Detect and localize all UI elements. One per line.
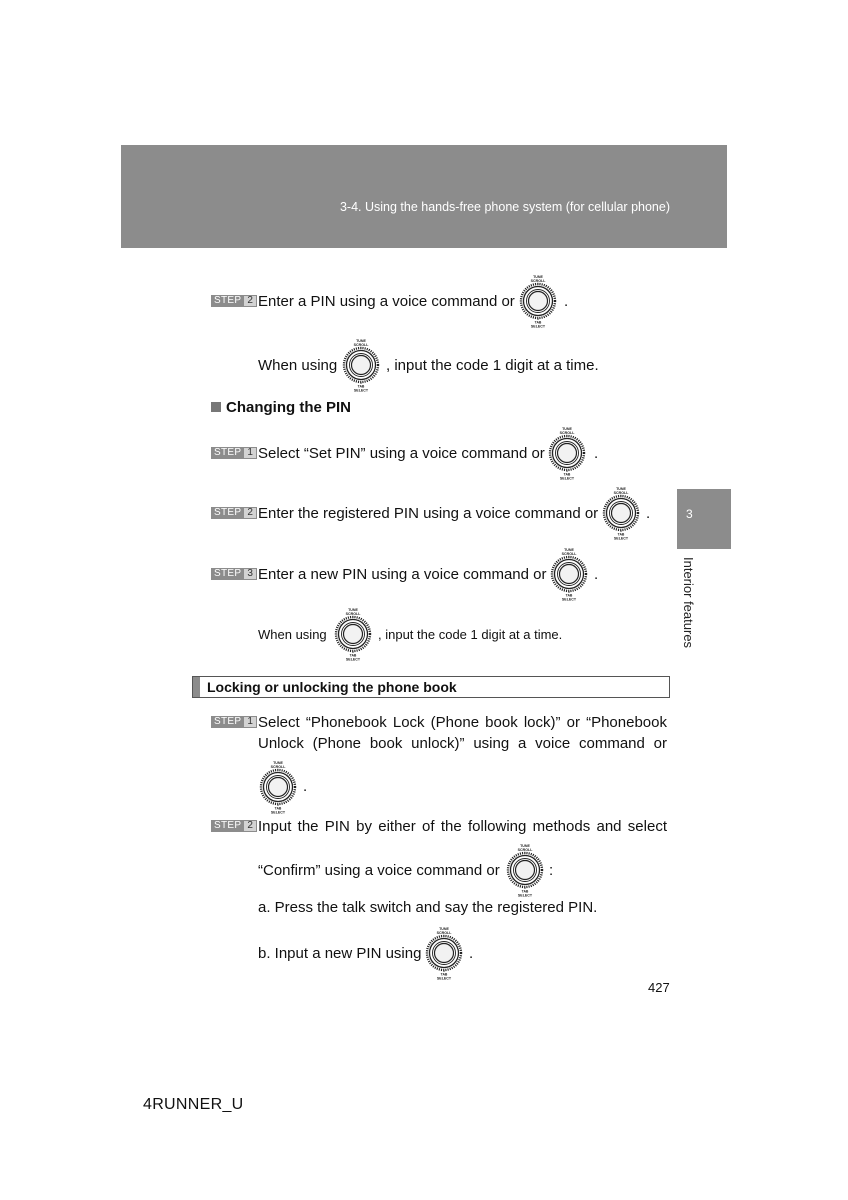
knob-label-tab: TAB: [534, 320, 542, 325]
section-heading-locking: [192, 676, 670, 698]
tune-scroll-knob-icon: [424, 926, 464, 980]
note-text-after: , input the code 1 digit at a time.: [386, 357, 599, 374]
step-number: 2: [244, 507, 257, 519]
tune-scroll-knob-icon: [601, 486, 641, 540]
step-text-line: Unlock (Phone book unlock)” using a voice command or: [258, 735, 667, 752]
step-badge: [211, 295, 257, 307]
page-number: 427: [648, 980, 670, 995]
step-badge: [211, 447, 257, 459]
step-end-punct: .: [594, 445, 599, 462]
note-text-before: When using: [258, 357, 338, 374]
knob-label-select: SELECT: [270, 810, 286, 814]
knob-label-tab: TAB: [349, 653, 357, 658]
knob-label-tab: TAB: [357, 384, 365, 389]
knob-label-tab: TAB: [617, 532, 625, 537]
knob-label-scroll: SCROLL: [353, 343, 369, 347]
knob-label-scroll: SCROLL: [559, 431, 575, 435]
knob-label-scroll: SCROLL: [530, 279, 546, 283]
chapter-header-band: [121, 145, 727, 248]
knob-label-tune: TUNE: [348, 608, 358, 612]
knob-label-select: SELECT: [345, 657, 361, 661]
step-end-punct: .: [646, 505, 651, 522]
section-heading-bar: [193, 677, 200, 697]
step-end-punct: .: [564, 293, 569, 310]
tune-scroll-knob-icon: [549, 547, 589, 601]
model-code: 4RUNNER_U: [143, 1096, 244, 1113]
step-word: STEP: [211, 507, 244, 519]
knob-label-select: SELECT: [517, 893, 533, 897]
square-bullet-icon: [211, 402, 221, 412]
step-badge: [211, 716, 257, 728]
note-text-after: , input the code 1 digit at a time.: [378, 627, 563, 642]
step-badge: [211, 568, 257, 580]
tune-scroll-knob-icon: [547, 426, 587, 480]
tune-scroll-knob-icon: [333, 607, 373, 661]
option-b-text: b. Input a new PIN using: [258, 945, 422, 962]
option-a-text: a. Press the talk switch and say the registered PIN.: [258, 899, 598, 916]
step-word: STEP: [211, 716, 244, 728]
step-badge: [211, 507, 257, 519]
section-heading-text: Locking or unlocking the phone book: [207, 679, 457, 695]
knob-label-scroll: SCROLL: [345, 612, 361, 616]
step-word: STEP: [211, 568, 244, 580]
knob-label-tab: TAB: [565, 593, 573, 598]
sub-heading-changing-pin: [211, 399, 351, 416]
knob-label-select: SELECT: [353, 388, 369, 392]
step-end-punct: :: [549, 862, 554, 879]
note-text-before: When using: [258, 627, 327, 642]
knob-label-tune: TUNE: [562, 427, 572, 431]
step-number: 3: [244, 568, 257, 580]
knob-label-tune: TUNE: [616, 487, 626, 491]
knob-label-tune: TUNE: [564, 548, 574, 552]
tune-scroll-knob-icon: [518, 274, 558, 328]
knob-label-tab: TAB: [521, 889, 529, 894]
knob-label-scroll: SCROLL: [561, 552, 577, 556]
knob-label-tune: TUNE: [533, 275, 543, 279]
chapter-side-label: Interior features: [681, 557, 696, 649]
knob-label-scroll: SCROLL: [270, 765, 286, 769]
step-number: 1: [244, 447, 257, 459]
tune-scroll-knob-icon: [341, 338, 381, 392]
knob-label-scroll: SCROLL: [436, 931, 452, 935]
knob-label-tune: TUNE: [439, 927, 449, 931]
option-b-end: .: [469, 945, 474, 962]
knob-label-select: SELECT: [561, 597, 577, 601]
knob-label-tab: TAB: [563, 472, 571, 477]
chapter-header-title: 3-4. Using the hands-free phone system (for cellular phone): [339, 200, 670, 214]
knob-label-select: SELECT: [530, 324, 546, 328]
step-word: STEP: [211, 820, 244, 832]
step-text: Select “Set PIN” using a voice command or: [258, 445, 545, 462]
step-number: 2: [244, 295, 257, 307]
chapter-number: 3: [686, 507, 693, 521]
knob-label-select: SELECT: [559, 476, 575, 480]
step-number: 2: [244, 820, 257, 832]
knob-label-tab: TAB: [440, 972, 448, 977]
knob-label-tab: TAB: [274, 806, 282, 811]
tune-scroll-knob-icon: [505, 843, 545, 897]
sub-heading-text: Changing the PIN: [226, 399, 351, 416]
step-word: STEP: [211, 447, 244, 459]
step-end-punct: .: [594, 566, 599, 583]
knob-label-tune: TUNE: [356, 339, 366, 343]
step-text: Enter a new PIN using a voice command or: [258, 566, 547, 583]
knob-label-select: SELECT: [613, 536, 629, 540]
step-text-line: Input the PIN by either of the following methods and select: [258, 818, 667, 835]
step-text-line: Select “Phonebook Lock (Phone book lock)” or “Phonebook: [258, 714, 667, 731]
step-badge: [211, 820, 257, 832]
knob-label-scroll: SCROLL: [517, 848, 533, 852]
tune-scroll-knob-icon: [258, 760, 298, 814]
step-word: STEP: [211, 295, 244, 307]
knob-label-tune: TUNE: [273, 761, 283, 765]
knob-label-tune: TUNE: [520, 844, 530, 848]
step-text: Enter the registered PIN using a voice command or: [258, 505, 599, 522]
chapter-side-tab: [677, 489, 731, 549]
knob-label-scroll: SCROLL: [613, 491, 629, 495]
knob-label-select: SELECT: [436, 976, 452, 980]
step-text: Enter a PIN using a voice command or: [258, 293, 515, 310]
step-text-line: “Confirm” using a voice command or: [258, 862, 500, 879]
step-number: 1: [244, 716, 257, 728]
step-end-punct: .: [303, 778, 308, 795]
